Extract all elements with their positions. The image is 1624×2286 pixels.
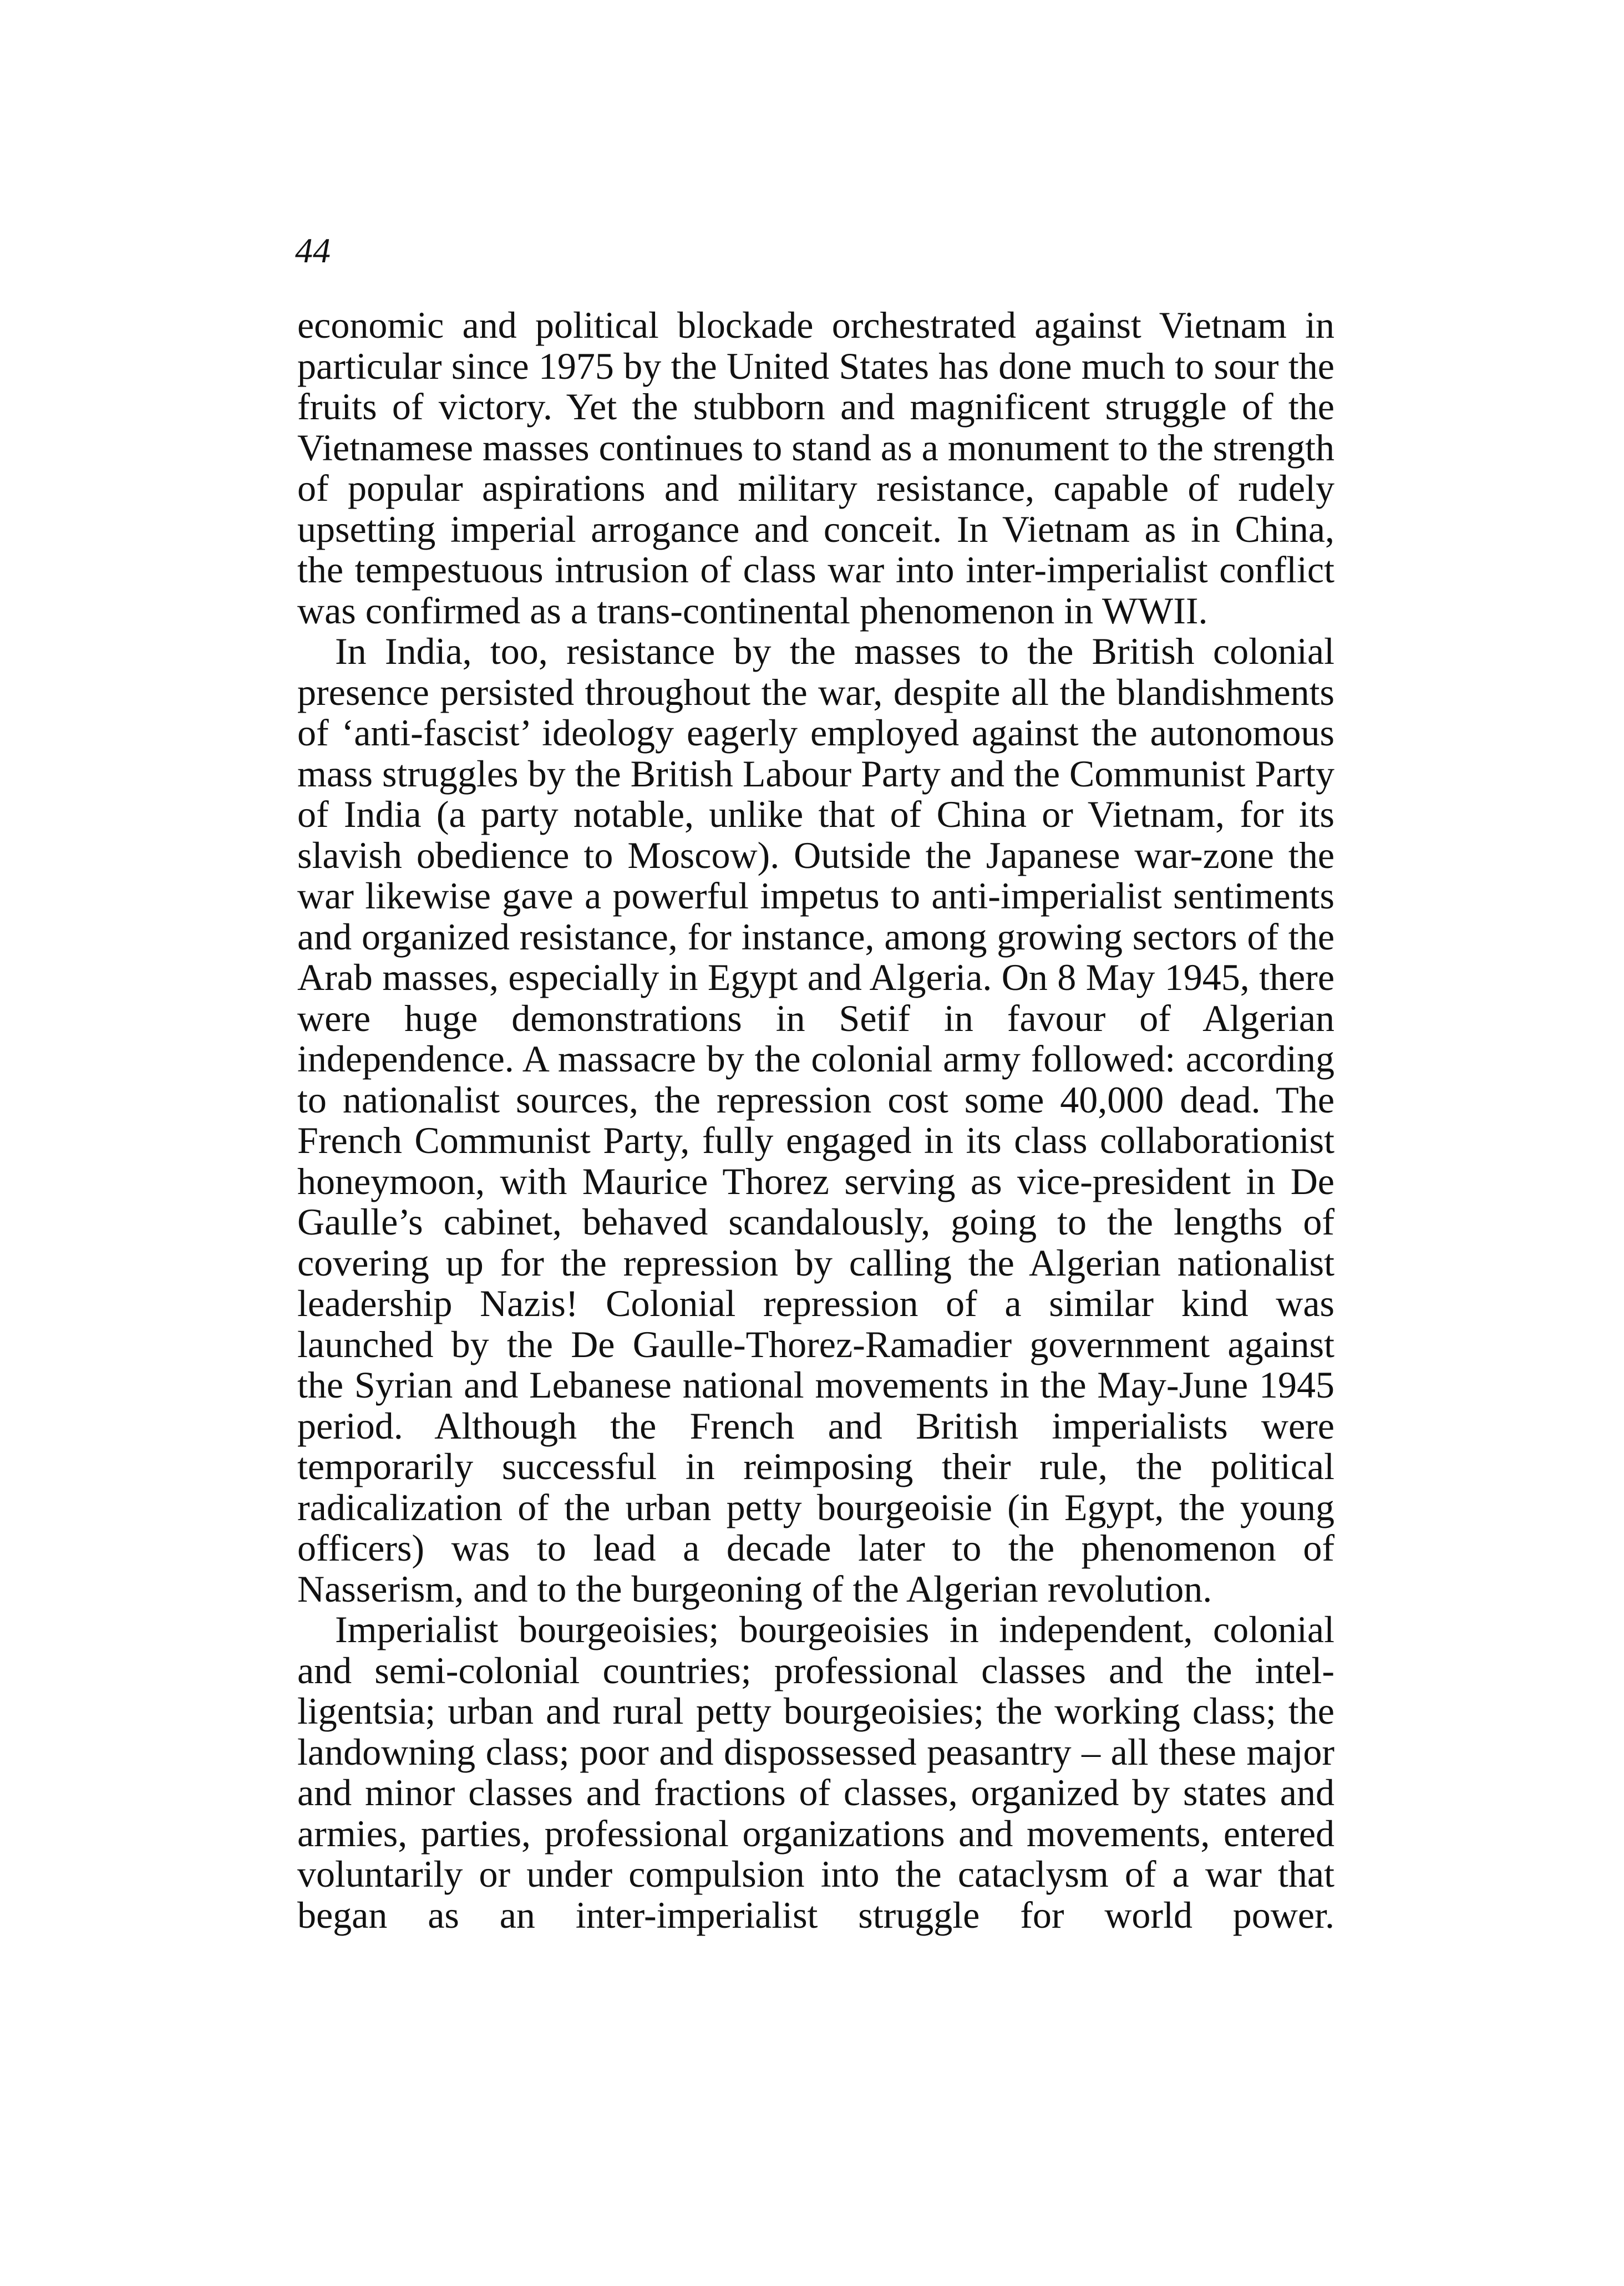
paragraph-1: economic and political blockade orchestrated against Vietnam in particular since 1975 by the United States has done much to sour the fruits of victory. Yet the stubborn and magnificent struggle of the Vietnamese masses continues to stand as a monument to the strength of popular aspirations and military resistance, capable of rudely upsetting imperial arrogance and conceit. In Vietnam as in China, the tempestuous intrusion of class war into inter-imperialist conflict was confirmed as a trans-continental phenomenon in WWII. — [297, 304, 1334, 632]
body-text — [297, 305, 1334, 1936]
page-number: 44 — [295, 231, 331, 270]
paragraph-3: Imperialist bourgeoisies; bourgeoisies in independent, colonial and semi-colonial countries; professional classes and the intelligentsia; urban and rural petty bourgeoisies; the working class; the landowning class; poor and dispossessed peasantry – all these major and minor classes and fractions of classes, organized by states and armies, parties, professional organizations and movements, entered voluntarily or under compulsion into the cataclysm of a war that began as an inter-imperialist struggle for world power. — [297, 1608, 1334, 1936]
paragraph-2: In India, too, resistance by the masses to the British colonial presence persisted throughout the war, despite all the blandishments of ‘anti-fascist’ ideology eagerly employed against the autonomous mass struggles by the British Labour Party and the Communist Party of India (a party notable, unlike that of China or Vietnam, for its slavish obedience to Moscow). Outside the Japanese war-zone the war likewise gave a powerful impetus to anti-imperialist sentiments and organized resistance, for instance, among growing sectors of the Arab masses, especially in Egypt and Algeria. On 8 May 1945, there were huge demonstrations in Setif in favour of Algerian independence. A massacre by the colonial army followed: according to nationalist sources, the repression cost some 40,000 dead. The French Communist Party, fully engaged in its class collaborationist honeymoon, with Maurice Thorez serving as vice-president in De Gaulle’s cabinet, behaved scandalously, going to the lengths of covering up for the repression by calling the Algerian nationalist leadership Nazis! Colonial repression of a similar kind was launched by the De Gaulle-Thorez-Ramadier government against the Syrian and Lebanese national movements in the May-June 1945 period. Although the French and British imperialists were temporarily successful in reimposing their rule, the political radicalization of the urban petty bourgeoisie (in Egypt, the young officers) was to lead a decade later to the phenomenon of Nasserism, and to the burgeoning of the Algerian revolution. — [297, 630, 1334, 1610]
